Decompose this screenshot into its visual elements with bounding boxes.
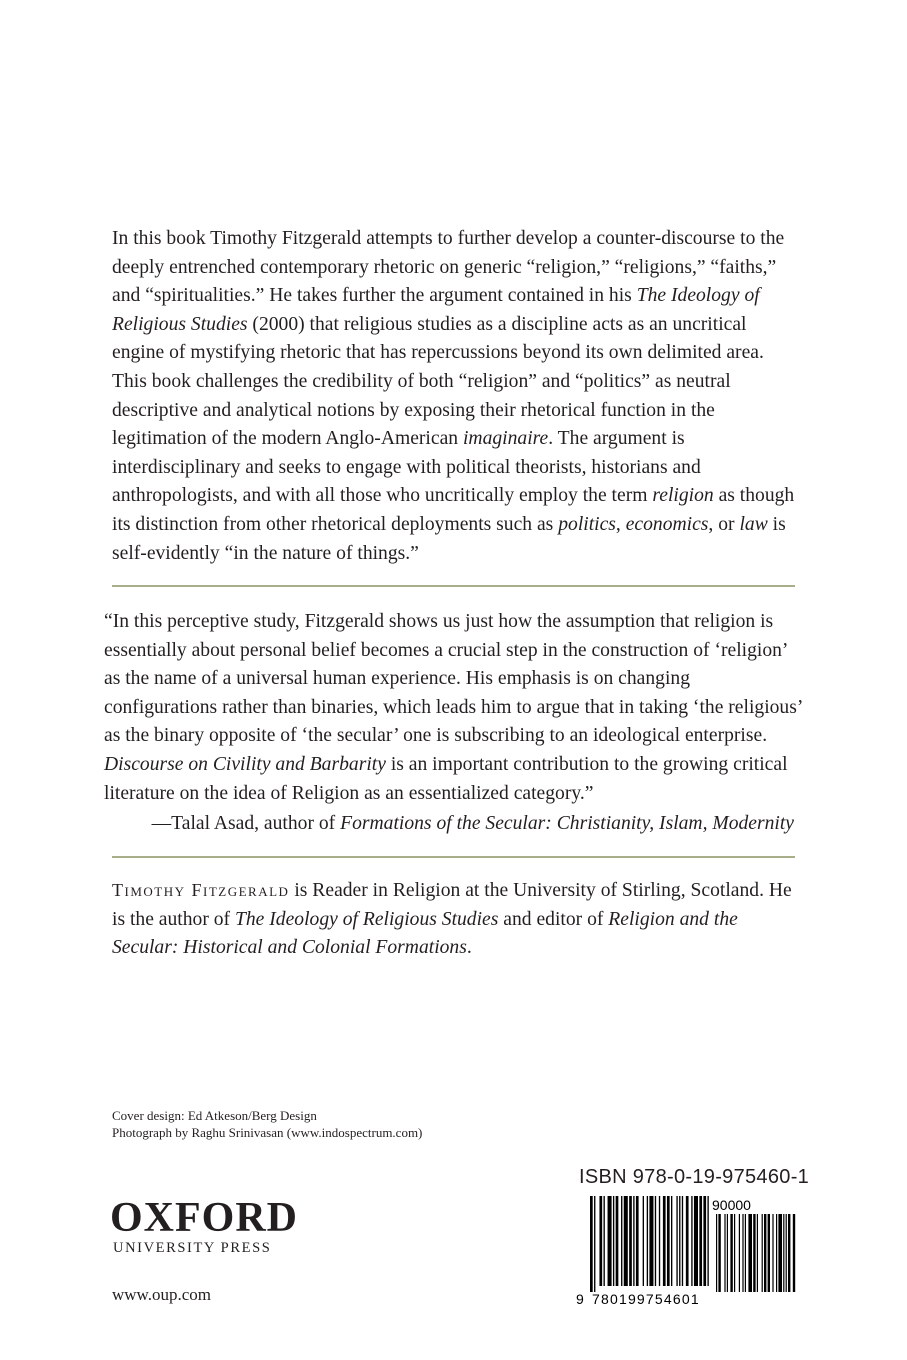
author-name: Timothy Fitzgerald (112, 880, 290, 900)
barcode-addon-bar (764, 1214, 766, 1292)
barcode-price-code: 90000 (712, 1197, 751, 1213)
barcode-addon-bar (776, 1214, 777, 1292)
barcode-bar (676, 1196, 677, 1286)
barcode-addon-bar (730, 1214, 732, 1292)
barcode-addon-bar (745, 1214, 746, 1292)
barcode-bar (608, 1196, 612, 1286)
barcode-bar (643, 1196, 644, 1286)
divider-rule (112, 856, 795, 858)
back-cover-blurb: In this book Timothy Fitzgerald attempts to further develop a counter-discourse to the deeply entrenched contemporary rhetoric on generic “religion,” “religions,” “faiths,” and “spiritualities.” He takes further the argument contained in his The Ideology of Religious Studies (2000) that religious studies as a discipline acts as an uncritical engine of mystifying rhetoric that has repercussions beyond its own delimited area. This book challenges the credibility of both “religion” and “politics” as neutral descriptive and analytical notions by exposing their rhetorical function in the legitimation of the modern Anglo-American imaginaire. The argument is interdisciplinary and seeks to engage with political theorists, historians and anthropologists, and with all those who uncritically employ the term religion as though its distinction from other rhetorical deployments such as politics, economics, or law is self-evidently “in the nature of things.” (112, 228, 795, 564)
design-credits (112, 1107, 422, 1141)
barcode-bar (594, 1196, 595, 1292)
barcode-bar (682, 1196, 683, 1286)
barcode-addon-bar (748, 1214, 752, 1292)
barcode-bar (667, 1196, 670, 1286)
barcode-addon-bar (772, 1214, 773, 1292)
publisher-logo-wordmark: OXFORD (110, 1195, 298, 1241)
barcode-addon-bar (788, 1214, 790, 1292)
barcode-bar (604, 1196, 605, 1286)
barcode-bar (691, 1196, 692, 1286)
barcode-bar (649, 1196, 653, 1286)
barcode-addon-bar (734, 1214, 735, 1292)
barcode-bar (699, 1196, 702, 1286)
barcode-bar (659, 1196, 660, 1286)
barcode-addon-bar (727, 1214, 728, 1292)
barcode-bar (616, 1196, 619, 1286)
barcode-addon-bar (786, 1214, 787, 1292)
barcode-bar (655, 1196, 656, 1286)
isbn-label: ISBN 978-0-19-975460-1 (579, 1166, 810, 1188)
barcode-addon-bar (724, 1214, 725, 1292)
barcode-bar (694, 1196, 698, 1286)
barcode-bar (707, 1196, 708, 1286)
cover-design-credit: Cover design: Ed Atkeson/Berg Design (112, 1108, 317, 1123)
barcode-addon-bar (716, 1214, 717, 1292)
publisher-website: www.oup.com (112, 1285, 211, 1304)
barcode-bar (613, 1196, 614, 1286)
barcode-bar (590, 1196, 593, 1292)
publisher-logo-subtitle: UNIVERSITY PRESS (113, 1240, 272, 1256)
isbn-barcode (576, 1196, 798, 1306)
barcode-addon-bar (753, 1214, 755, 1292)
photo-credit: Photograph by Raghu Srinivasan (www.indospectrum.com) (112, 1125, 423, 1140)
barcode-bar (686, 1196, 689, 1286)
barcode-addon-bar (778, 1214, 782, 1292)
barcode-bar (629, 1196, 632, 1286)
barcode-bar (633, 1196, 634, 1286)
barcode-bar (621, 1196, 622, 1286)
barcode-bar (663, 1196, 666, 1286)
barcode-lead-digit: 9 (576, 1291, 584, 1306)
barcode-addon-bar (793, 1214, 795, 1292)
barcode-bar (599, 1196, 602, 1286)
barcode-bar (679, 1196, 680, 1286)
barcode-bar (647, 1196, 648, 1286)
endorsement-attribution: —Talal Asad, author of Formations of the Secular: Christianity, Islam, Modernity (151, 813, 794, 834)
barcode-addon-bar (762, 1214, 763, 1292)
endorsement-quote: “In this perceptive study, Fitzgerald shows us just how the assumption that religion is essentially about personal belief becomes a crucial step in the construction of ‘religion’ as the name of a universal human experience. His emphasis is on changing configurations rather than binaries, which leads him to argue that in taking ‘the religious’ as the binary opposite of ‘the secular’ one is subscribing to an ideological enterprise. Discourse on Civility and Barbarity is an important contribution to the growing critical literature on the idea of Religion as an essentialized category.” (104, 611, 802, 804)
barcode-addon-bar (768, 1214, 770, 1292)
barcode-bar (636, 1196, 639, 1286)
barcode-addon-bar (742, 1214, 743, 1292)
barcode-bar (624, 1196, 628, 1286)
barcode-bar (671, 1196, 672, 1286)
barcode-addon-bar (783, 1214, 784, 1292)
barcode-digits: 780199754601 (592, 1291, 700, 1306)
barcode-bar (703, 1196, 706, 1286)
barcode-addon-bar (757, 1214, 758, 1292)
divider-rule (112, 585, 795, 587)
barcode-addon-bar (739, 1214, 740, 1292)
author-bio: Timothy Fitzgerald is Reader in Religion at the University of Stirling, Scotland. He is the author of The Ideology of Religious Studies and editor of Religion and the Secular: Historical and Colonial Formations. (112, 880, 792, 959)
barcode-addon-bar (718, 1214, 720, 1292)
